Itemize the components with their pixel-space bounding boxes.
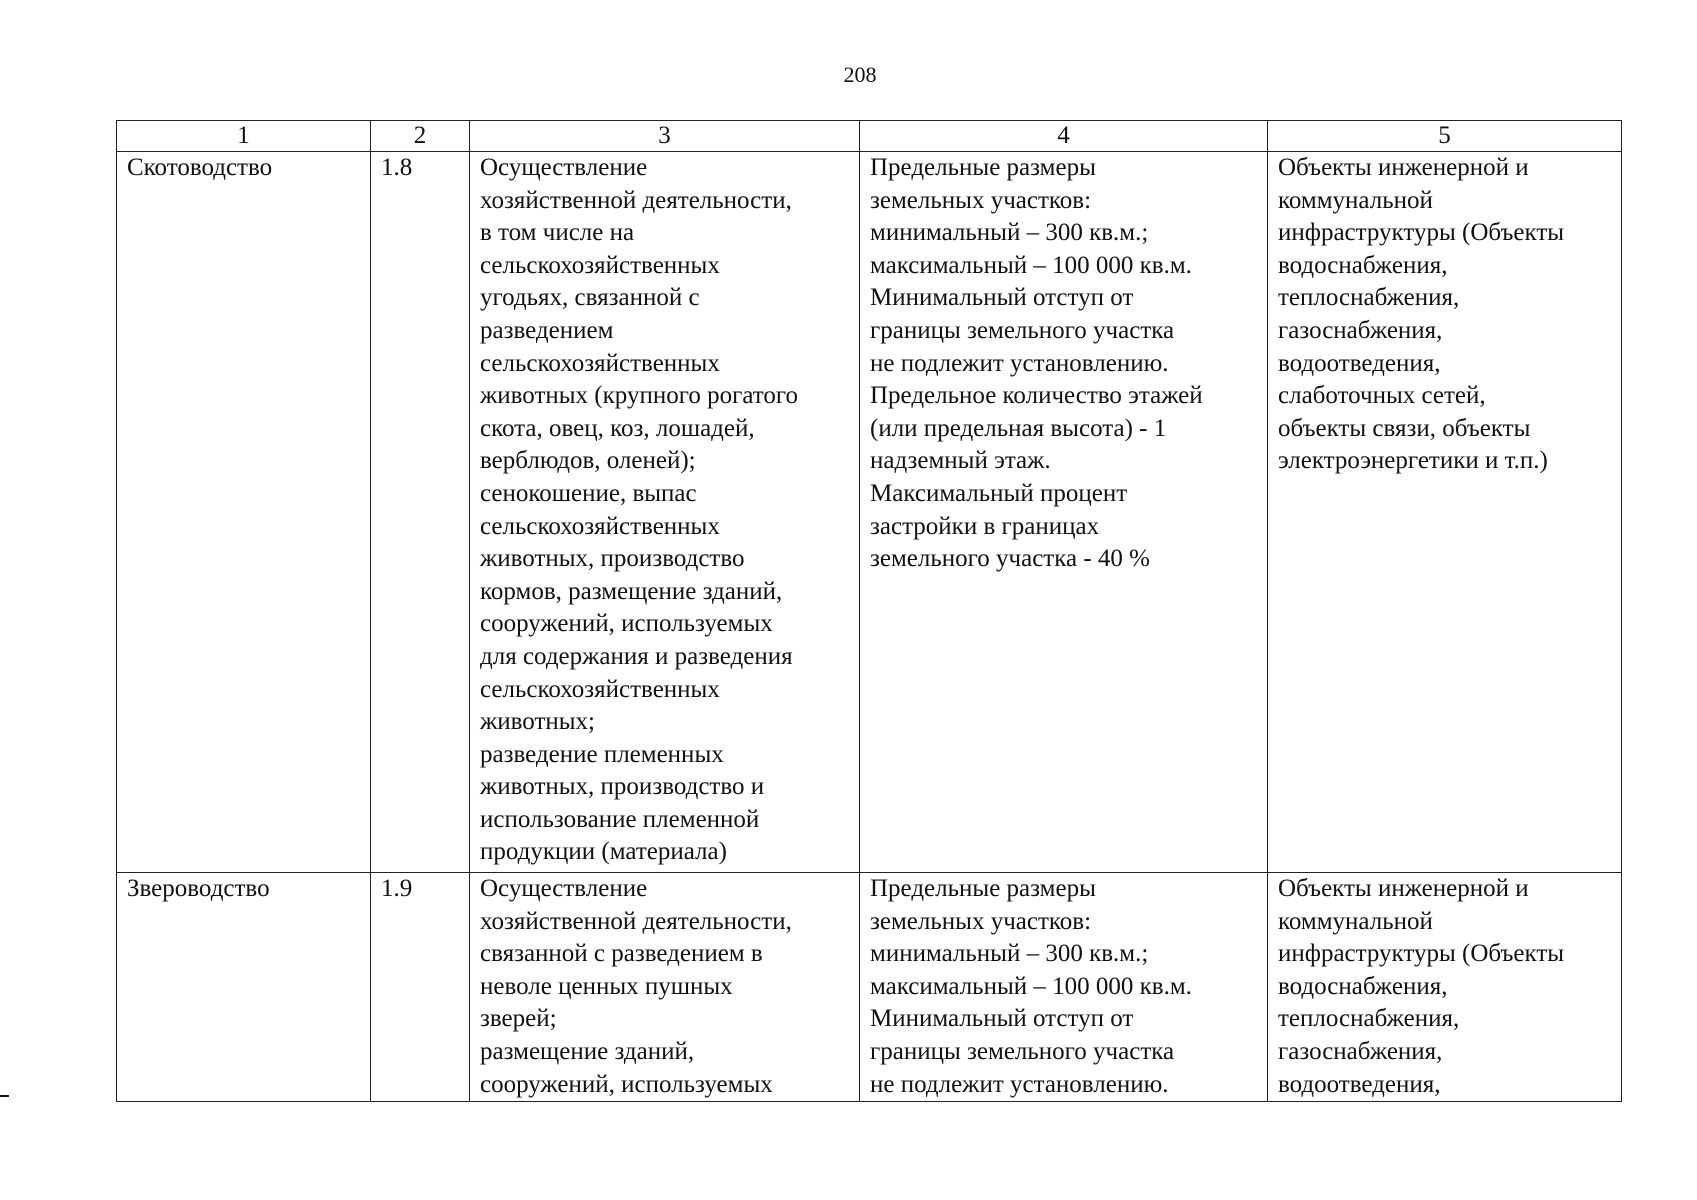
infrastructure-text: Объекты инженерной и коммунальной инфраструктуры (Объекты водоснабжения, теплоснабжения, газоснабжения, водоотведения, [1278,875,1565,1098]
column-header-1: 1 [117,121,371,152]
parameters-text: Предельные размеры земельных участков: минимальный – 300 кв.м.; максимальный – 100 000 кв.м. Минимальный отступ от границы земельного участка не подлежит установлению. [870,875,1192,1098]
use-type-name: Звероводство [117,873,371,1102]
column-header-2: 2 [371,121,470,152]
column-header-4: 4 [860,121,1268,152]
use-type-name: Скотоводство [117,152,371,873]
use-type-description [470,873,860,1102]
description-text: Осуществление хозяйственной деятельности, связанной с разведением в неволе ценных пушных зверей; размещение зданий, сооружений, используемых [480,875,792,1098]
description-text: Осуществление хозяйственной деятельности, в том числе на сельскохозяйственных угодьях, связанной с разведением сельскохозяйственных животных (крупного рогатого скота, овец, коз, лошадей, верблюдов, оленей); сенокошение, выпас сельскохозяйственных животных, производство кормов, размещение зданий, сооружений, используемых для содержания и разведения сельскохозяйственных животных; разведение племенных животных, производство и использование племенной продукции (материала) [480,154,799,866]
header-row [117,121,1622,152]
use-type-code: 1.9 [371,873,470,1102]
use-type-code: 1.8 [371,152,470,873]
table-row [117,152,1622,873]
use-type-parameters [860,873,1268,1102]
use-type-infrastructure [1268,152,1622,873]
column-header-3: 3 [470,121,860,152]
use-type-parameters [860,152,1268,873]
table-row [117,873,1622,1102]
land-use-table [116,120,1622,1102]
page-number: 208 [843,62,877,87]
use-type-description [470,152,860,873]
use-type-infrastructure [1268,873,1622,1102]
margin-mark [0,1095,9,1097]
infrastructure-text: Объекты инженерной и коммунальной инфраструктуры (Объекты водоснабжения, теплоснабжения, газоснабжения, водоотведения, слаботочных сетей, объекты связи, объекты электроэнергетики и т.п.) [1278,154,1565,475]
parameters-text: Предельные размеры земельных участков: минимальный – 300 кв.м.; максимальный – 100 000 кв.м. Минимальный отступ от границы земельного участка не подлежит установлению. Предельное количество этажей (или предельная высота) - 1 надземный этаж. Максимальный процент застройки в границах земельного участка - 40 % [870,154,1203,573]
column-header-5: 5 [1268,121,1622,152]
